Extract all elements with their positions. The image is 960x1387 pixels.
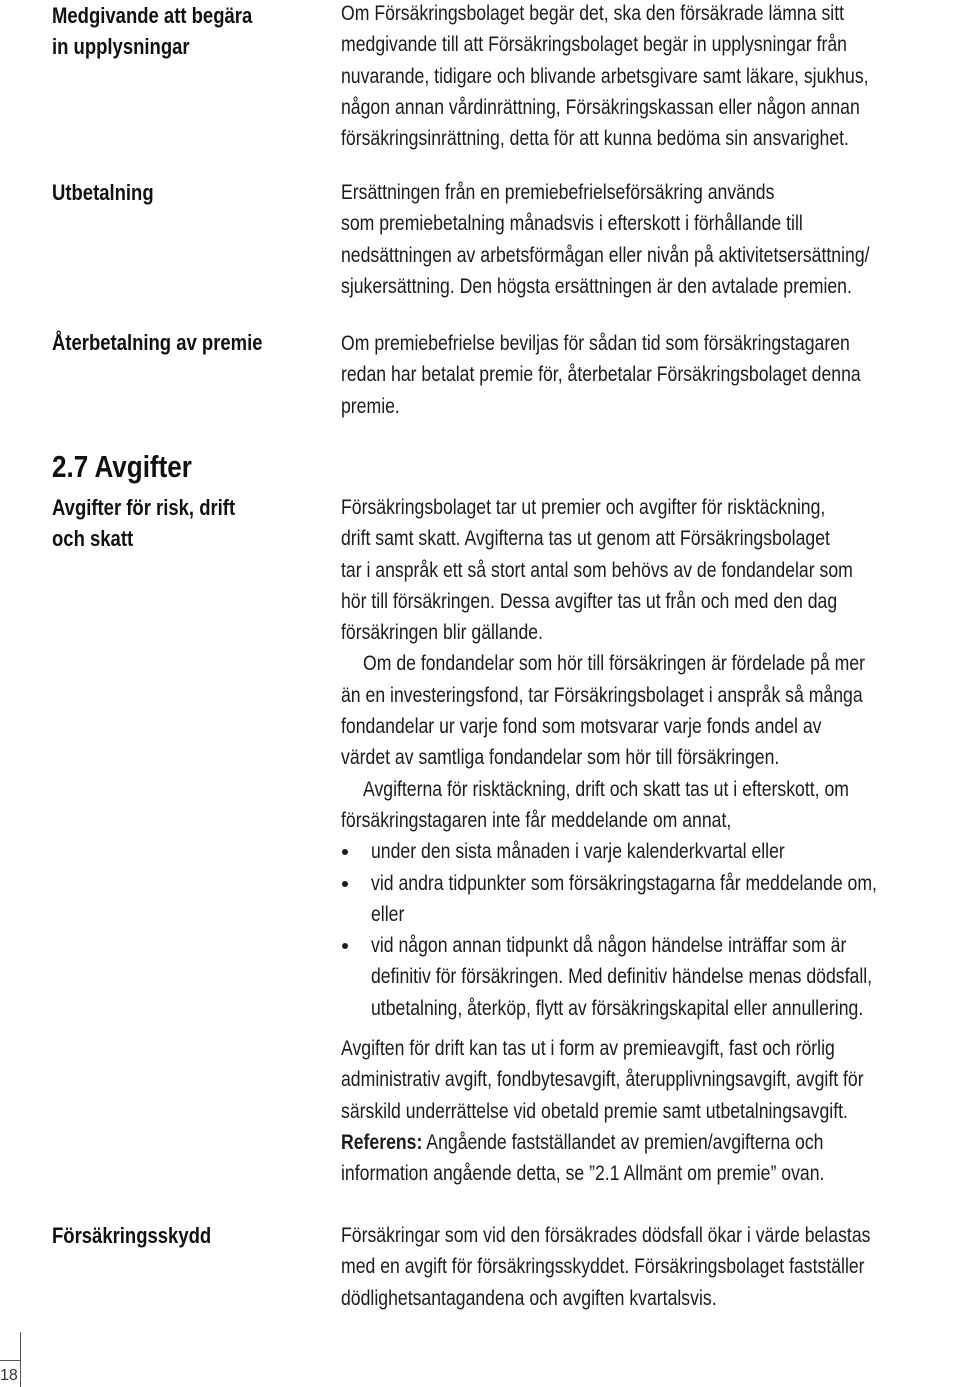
text-line: nuvarande, tidigare och blivande arbetsgivare samt läkare, sjukhus,: [341, 64, 869, 88]
heading-avgifter-risk-line2: och skatt: [52, 526, 134, 551]
page-number: 18: [0, 1367, 18, 1384]
utbetalning-paragraph: [341, 177, 960, 302]
heading-medgivande-line1: Medgivande att begära: [52, 3, 253, 28]
text-line: vid andra tidpunkter som försäkringstagarna får meddelande om,: [371, 871, 877, 895]
heading-medgivande-line2: in upplysningar: [52, 34, 190, 59]
text-line: Avgiften för drift kan tas ut i form av premieavgift, fast och rörlig: [341, 1037, 835, 1061]
text-line: särskild underrättelse vid obetald premie samt utbetalningsavgift.: [341, 1099, 848, 1123]
text-line: Försäkringar som vid den försäkrades dödsfall ökar i värde belastas: [341, 1224, 871, 1247]
heading-avgifter-risk: [52, 492, 270, 554]
text-line: Försäkringsbolaget tar ut premier och avgifter för risktäckning,: [341, 496, 826, 519]
referens-paragraph: [341, 1127, 960, 1190]
referens-text: Angående fastställandet av premien/avgifterna och: [422, 1130, 824, 1154]
referens-link-text: information angående detta, se ”2.1 Allmänt om premie” ovan.: [341, 1162, 825, 1186]
text-line: vid någon annan tidpunkt då någon händelse inträffar som är: [371, 934, 847, 958]
text-line: värdet av samtliga fondandelar som hör till försäkringen.: [341, 746, 780, 770]
heading-aterbetalning-text: Återbetalning av premie: [52, 330, 263, 355]
text-line: administrativ avgift, fondbytesavgift, återupplivningsavgift, avgift för: [341, 1068, 864, 1092]
text-line: Om premiebefrielse beviljas för sådan tid som försäkringstagaren: [341, 332, 850, 355]
text-line: än en investeringsfond, tar Försäkringsbolaget i anspråk så många: [341, 683, 863, 707]
forsakringsskydd-paragraph: [341, 1220, 960, 1314]
referens-label: Referens:: [341, 1130, 423, 1154]
text-line: definitiv för försäkringen. Med definitiv händelse menas dödsfall,: [371, 965, 873, 989]
text-line: Avgifterna för risktäckning, drift och skatt tas ut i efterskott, om: [363, 777, 849, 801]
heading-utbetalning-text: Utbetalning: [52, 180, 154, 205]
text-line: med en avgift för försäkringsskyddet. Försäkringsbolaget fastställer: [341, 1255, 865, 1279]
text-line: premie.: [341, 394, 400, 418]
heading-forsakringsskydd-text: Försäkringsskydd: [52, 1223, 212, 1248]
text-line: Om Försäkringsbolaget begär det, ska den försäkrade lämna sitt: [341, 2, 845, 25]
footer-vertical-rule: [20, 1332, 21, 1387]
text-line: försäkringsinrättning, detta för att kunna bedöma sin ansvarighet.: [341, 127, 849, 151]
text-line: redan har betalat premie för, återbetalar Försäkringsbolaget denna: [341, 363, 861, 387]
text-line: sjukersättning. Den högsta ersättningen är den avtalade premien.: [341, 274, 852, 298]
text-line: fondandelar ur varje fond som motsvarar varje fonds andel av: [341, 715, 822, 739]
avgifter-paragraph-3: [341, 774, 960, 837]
text-line: hör till försäkringen. Dessa avgifter tas ut från och med den dag: [341, 589, 838, 613]
medgivande-paragraph: [341, 0, 960, 154]
avgifter-paragraph-1: [341, 492, 960, 648]
text-line: utbetalning, återköp, flytt av försäkringskapital eller annullering.: [371, 996, 864, 1020]
text-line: medgivande till att Försäkringsbolaget begär in upplysningar från: [341, 33, 847, 57]
avgifter-paragraph-2: [341, 648, 960, 773]
text-line: försäkringstagaren inte får meddelande om annat,: [341, 808, 732, 832]
text-line: eller: [371, 902, 405, 926]
heading-forsakringsskydd: [52, 1220, 242, 1251]
text-line: någon annan vårdinrättning, Försäkringskassan eller någon annan: [341, 95, 860, 119]
text-line: nedsättningen av arbetsförmågan eller nivån på aktivitetsersättning/: [341, 243, 870, 267]
footer-divider: [0, 1360, 20, 1361]
text-line: Om de fondandelar som hör till försäkringen är fördelade på mer: [363, 652, 866, 676]
text-line: som premiebetalning månadsvis i efterskott i förhållande till: [341, 212, 803, 236]
heading-utbetalning: [52, 177, 173, 208]
avgifter-section-body: [341, 492, 960, 1190]
text-line: drift samt skatt. Avgifterna tas ut genom att Försäkringsbolaget: [341, 527, 830, 551]
text-line: Ersättningen från en premiebefrielseförsäkring används: [341, 181, 775, 204]
avgifter-bullet-list: [341, 836, 960, 1024]
text-line: tar i anspråk ett så stort antal som behövs av de fondandelar som: [341, 558, 853, 582]
list-item: [341, 930, 960, 1024]
list-item: [341, 868, 960, 931]
section-title-text: 2.7 Avgifter: [52, 449, 192, 484]
aterbetalning-paragraph: [341, 328, 960, 422]
heading-avgifter-risk-line1: Avgifter för risk, drift: [52, 495, 236, 520]
section-title: [52, 448, 219, 486]
text-line: försäkringen blir gällande.: [341, 621, 544, 645]
heading-medgivande: [52, 0, 290, 62]
avgifter-paragraph-4: [341, 1033, 960, 1127]
text-line: under den sista månaden i varje kalenderkvartal eller: [371, 840, 785, 864]
heading-aterbetalning: [52, 327, 303, 358]
text-line: dödlighetsantagandena och avgiften kvartalsvis.: [341, 1286, 717, 1310]
list-item: [341, 836, 960, 867]
